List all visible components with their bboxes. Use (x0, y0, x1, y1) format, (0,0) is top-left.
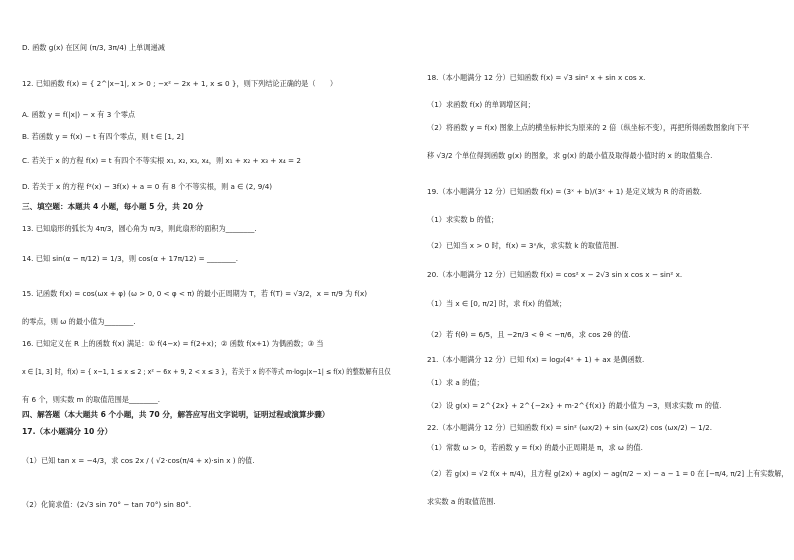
left-text-line: 三、填空题：本题共 4 小题，每小题 5 分，共 20 分 (22, 202, 204, 211)
right-text-line: （2）将函数 y = f(x) 图象上点的横坐标伸长为原来的 2 倍（纵坐标不变），再把所得函数图象向下平 (427, 123, 750, 132)
right-text-line: （1）求实数 b 的值； (427, 215, 499, 224)
right-text-line: 求实数 a 的取值范围. (427, 497, 496, 506)
right-text-line: （2）若 f(θ) = 6/5，且 −2π/3 < θ < −π/6，求 cos 2θ 的值. (427, 330, 631, 339)
left-text-line: （2）化简求值：(2√3 sin 70° − tan 70°) sin 80°. (22, 500, 192, 509)
left-text-line: A. 函数 y = f(|x|) − x 有 3 个零点 (22, 110, 136, 119)
right-text-line: 19.（本小题满分 12 分）已知函数 f(x) = (3ˣ + b)/(3ˣ + 1) 是定义域为 R 的奇函数. (427, 187, 702, 196)
left-text-line: 14. 已知 sin(α − π/12) = 1/3，则 cos(α + 17π/12) = ________. (22, 254, 239, 263)
left-text-line: 有 6 个，则实数 m 的取值范围是________. (22, 395, 160, 404)
right-text-line: （2）设 g(x) = 2^{2x} + 2^{−2x} + m·2^{f(x)} 的最小值为 −3，则求实数 m 的值. (427, 401, 722, 410)
left-text-line: D. 函数 g(x) 在区间 (π/3, 3π/4) 上单调递减 (22, 43, 165, 52)
left-text-line: 13. 已知扇形的弧长为 4π/3，圆心角为 π/3，则此扇形的面积为________. (22, 224, 257, 233)
left-text-line: 12. 已知函数 f(x) = { 2^|x−1|, x > 0 ; −x² − 2x + 1, x ≤ 0 }，则下列结论正确的是（ ） (22, 79, 338, 88)
right-text-line: 21.（本小题满分 12 分）已知 f(x) = log₂(4ˣ + 1) + ax 是偶函数. (427, 355, 645, 364)
left-text-line: x ∈ [1, 3] 时，f(x) = { x−1, 1 ≤ x ≤ 2 ; x² − 6x + 9, 2 < x ≤ 3 }，若关于 x 的不等式 m·log₂|x−1| ≤ f(x) 的整数解有且仅 (22, 367, 391, 376)
left-text-line: （1）已知 tan x = −4/3，求 cos 2x / ( √2·cos(π/4 + x)·sin x ) 的值. (22, 456, 255, 465)
left-text-line: B. 若函数 y = f(x) − t 有四个零点，则 t ∈ [1, 2] (22, 132, 184, 141)
right-text-line: 20.（本小题满分 12 分）已知函数 f(x) = cos² x − 2√3 sin x cos x − sin² x. (427, 270, 683, 279)
right-text-line: （2）若 g(x) = √2 f(x + π/4)，且方程 g(2x) + ag(x) − ag(π/2 − x) − a − 1 = 0 在 [−π/4, π/2] 上有实数解， (427, 469, 789, 478)
left-text-line: 17.（本小题满分 10 分） (22, 427, 113, 436)
left-text-line: 15. 记函数 f(x) = cos(ωx + φ) (ω > 0, 0 < φ < π) 的最小正周期为 T，若 f(T) = √3/2，x = π/9 为 f(x) (22, 289, 368, 298)
left-text-line: C. 若关于 x 的方程 f(x) = t 有四个不等实根 x₁, x₂, x₃, x₄，则 x₁ + x₂ + x₃ + x₄ = 2 (22, 156, 301, 165)
right-text-line: （1）当 x ∈ [0, π/2] 时，求 f(x) 的值域； (427, 299, 567, 308)
left-text-line: 的零点，则 ω 的最小值为________. (22, 317, 136, 326)
right-text-line: 18.（本小题满分 12 分）已知函数 f(x) = √3 sin² x + sin x cos x. (427, 73, 646, 82)
left-text-line: D. 若关于 x 的方程 f²(x) − 3f(x) + a = 0 有 8 个不等实根，则 a ∈ (2, 9/4) (22, 182, 273, 191)
left-text-line: 16. 已知定义在 R 上的函数 f(x) 满足：① f(4−x) = f(2+x)；② 函数 f(x+1) 为偶函数；③ 当 (22, 339, 324, 348)
right-text-line: （1）求 a 的值； (427, 378, 484, 387)
left-text-line: 四、解答题（本大题共 6 个小题，共 70 分，解答应写出文字说明，证明过程或演算步骤） (22, 410, 330, 419)
right-text-line: （1）求函数 f(x) 的单调增区间； (427, 100, 535, 109)
right-text-line: （2）已知当 x > 0 时，f(x) = 3ˣ/k，求实数 k 的取值范围. (427, 241, 619, 250)
right-text-line: （1）常数 ω > 0，若函数 y = f(x) 的最小正周期是 π，求 ω 的值. (427, 443, 643, 452)
right-text-line: 移 √3/2 个单位得到函数 g(x) 的图象，求 g(x) 的最小值及取得最小值时的 x 的取值集合. (427, 151, 713, 160)
right-text-line: 22.（本小题满分 12 分）已知函数 f(x) = sin² (ωx/2) + sin (ωx/2) cos (ωx/2) − 1/2. (427, 423, 713, 432)
